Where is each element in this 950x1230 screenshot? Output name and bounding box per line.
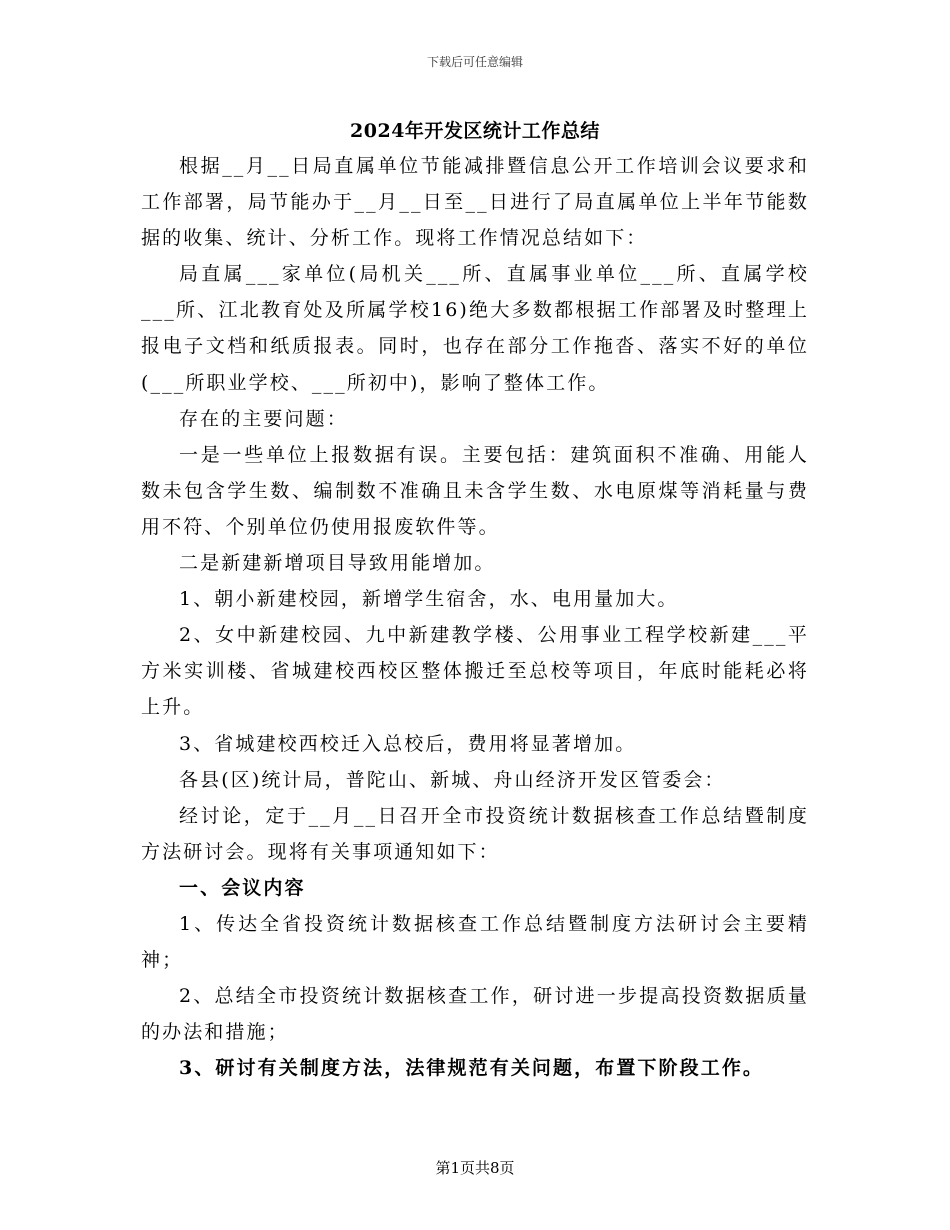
paragraph: 2、总结全市投资统计数据核查工作，研讨进一步提高投资数据质量的办法和措施； (141, 985, 809, 1044)
paragraph: 1、传达全省投资统计数据核查工作总结暨制度方法研讨会主要精神； (141, 912, 809, 972)
document-body (141, 148, 809, 1086)
page-number-footer: 第1页共8页 (435, 1159, 515, 1177)
paragraph: 存在的主要问题： (179, 407, 348, 430)
paragraph: 经讨论，定于__月__日召开全市投资统计数据核查工作总结暨制度方法研讨会。现将有关事项通知如下： (141, 804, 809, 863)
header-note: 下载后可任意编辑 (426, 55, 523, 69)
paragraph: 根据__月__日局直属单位节能减排暨信息公开工作培训会议要求和工作部署，局节能办于__月__日至__日进行了局直属单位上半年节能数据的收集、统计、分析工作。现将工作情况总结如下： (141, 155, 809, 250)
paragraph: 二是新建新增项目导致用能增加。 (179, 552, 496, 575)
paragraph: 一是一些单位上报数据有误。主要包括：建筑面积不准确、用能人数未包含学生数、编制数不准确且未含学生数、水电原煤等消耗量与费用不符、个别单位仍使用报废软件等。 (141, 443, 809, 538)
document-title: 2024年开发区统计工作总结 (350, 120, 600, 142)
paragraph: 3、省城建校西校迁入总校后，费用将显著增加。 (179, 732, 637, 755)
paragraph: 各县(区)统计局，普陀山、新城、舟山经济开发区管委会： (179, 768, 726, 791)
paragraph: 2、女中新建校园、九中新建教学楼、公用事业工程学校新建___平方米实训楼、省城建校西校区整体搬迁至总校等项目，年底时能耗必将上升。 (141, 624, 809, 719)
paragraph: 1、朝小新建校园，新增学生宿舍，水、电用量加大。 (179, 588, 679, 611)
paragraph: 3、研讨有关制度方法，法律规范有关问题，布置下阶段工作。 (179, 1057, 765, 1080)
paragraph: 局直属___家单位(局机关___所、直属事业单位___所、直属学校___所、江北教育处及所属学校16)绝大多数都根据工作部署及时整理上报电子文档和纸质报表。同时，也存在部分工作拖沓、落实不好的单位(___所职业学校、___所初中)，影响了整体工作。 (141, 263, 809, 394)
section-heading: 一、会议内容 (179, 876, 306, 899)
